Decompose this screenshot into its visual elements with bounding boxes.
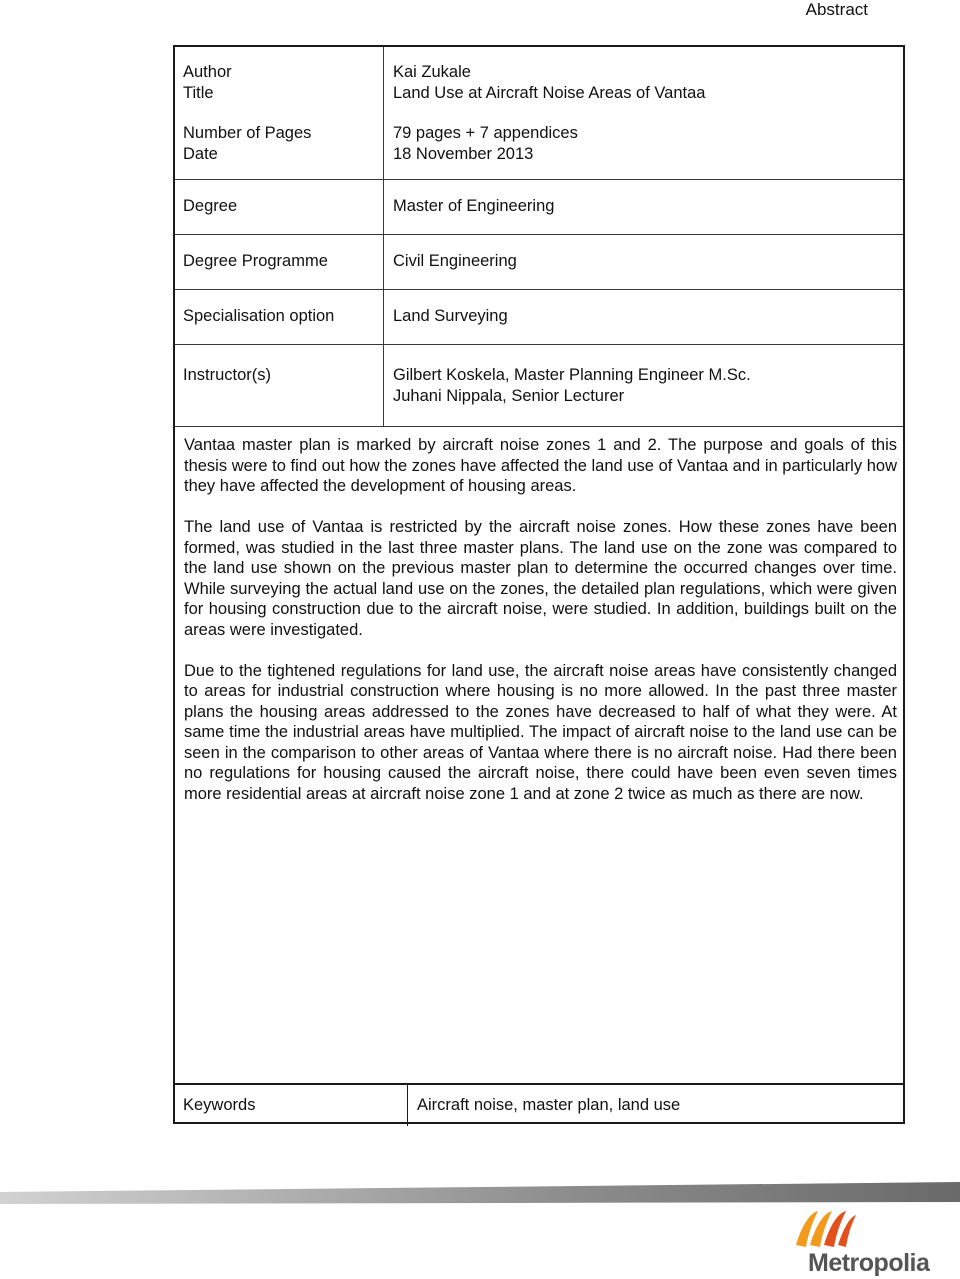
row-divider xyxy=(175,426,903,427)
specialisation-value: Land Surveying xyxy=(393,307,508,325)
degree-label: Degree xyxy=(183,197,238,215)
programme-label: Degree Programme xyxy=(183,252,328,270)
keywords-value: Aircraft noise, master plan, land use xyxy=(417,1096,681,1114)
row-divider xyxy=(175,344,903,345)
page-header-label: Abstract xyxy=(805,0,868,19)
programme-value: Civil Engineering xyxy=(393,252,517,270)
abstract-body xyxy=(184,435,897,825)
abstract-paragraph: Due to the tightened regulations for land use, the aircraft noise areas have consistently changed to areas for industrial construction where housing is no more allowed. In the past three master plans the housing areas addressed to the zones have decreased to half of what they were. At same time the industrial areas have multiplied. The impact of aircraft noise to the land use can be seen in the comparison to other areas of Vantaa where there is no aircraft noise. Had there been no regulations for housing caused the aircraft noise, there could have been even seven times more residential areas at aircraft noise zone 1 and at zone 2 twice as much as there are now. xyxy=(184,661,897,803)
keywords-row xyxy=(175,1083,903,1126)
author-value: Kai Zukale xyxy=(393,63,471,81)
pages-label: Number of Pages xyxy=(183,124,312,142)
instructors-label: Instructor(s) xyxy=(183,366,272,384)
abstract-form-frame xyxy=(173,45,905,1124)
title-label: Title xyxy=(183,84,214,102)
metropolia-logo-text: Metropolia xyxy=(808,1249,930,1277)
abstract-paragraph: The land use of Vantaa is restricted by the aircraft noise zones. How these zones have been formed, was studied in the last three master plans. The land use on the zone was compared to the land use shown on the previous master plan to determine the occurred changes over time. While surveying the actual land use on the zones, the detailed plan regulations, which were given for housing construction due to the aircraft noise, were studied. In addition, buildings built on the areas were investigated. xyxy=(184,518,897,639)
pages-value: 79 pages + 7 appendices xyxy=(393,124,578,142)
keywords-label: Keywords xyxy=(183,1096,256,1114)
row-divider xyxy=(175,289,903,290)
instructor-2-value: Juhani Nippala, Senior Lecturer xyxy=(393,387,625,405)
instructor-1-value: Gilbert Koskela, Master Planning Engineer M.Sc. xyxy=(393,366,751,384)
date-value: 18 November 2013 xyxy=(393,145,534,163)
column-divider xyxy=(407,1085,408,1126)
row-divider xyxy=(175,234,903,235)
specialisation-label: Specialisation option xyxy=(183,307,335,325)
author-label: Author xyxy=(183,63,232,81)
degree-value: Master of Engineering xyxy=(393,197,555,215)
column-divider xyxy=(383,47,384,426)
date-label: Date xyxy=(183,145,218,163)
title-value: Land Use at Aircraft Noise Areas of Vantaa xyxy=(393,84,706,102)
abstract-paragraph: Vantaa master plan is marked by aircraft noise zones 1 and 2. The purpose and goals of this thesis were to find out how the zones have affected the land use of Vantaa and in particularly how they have affected the development of housing areas. xyxy=(184,436,897,495)
row-divider xyxy=(175,179,903,180)
